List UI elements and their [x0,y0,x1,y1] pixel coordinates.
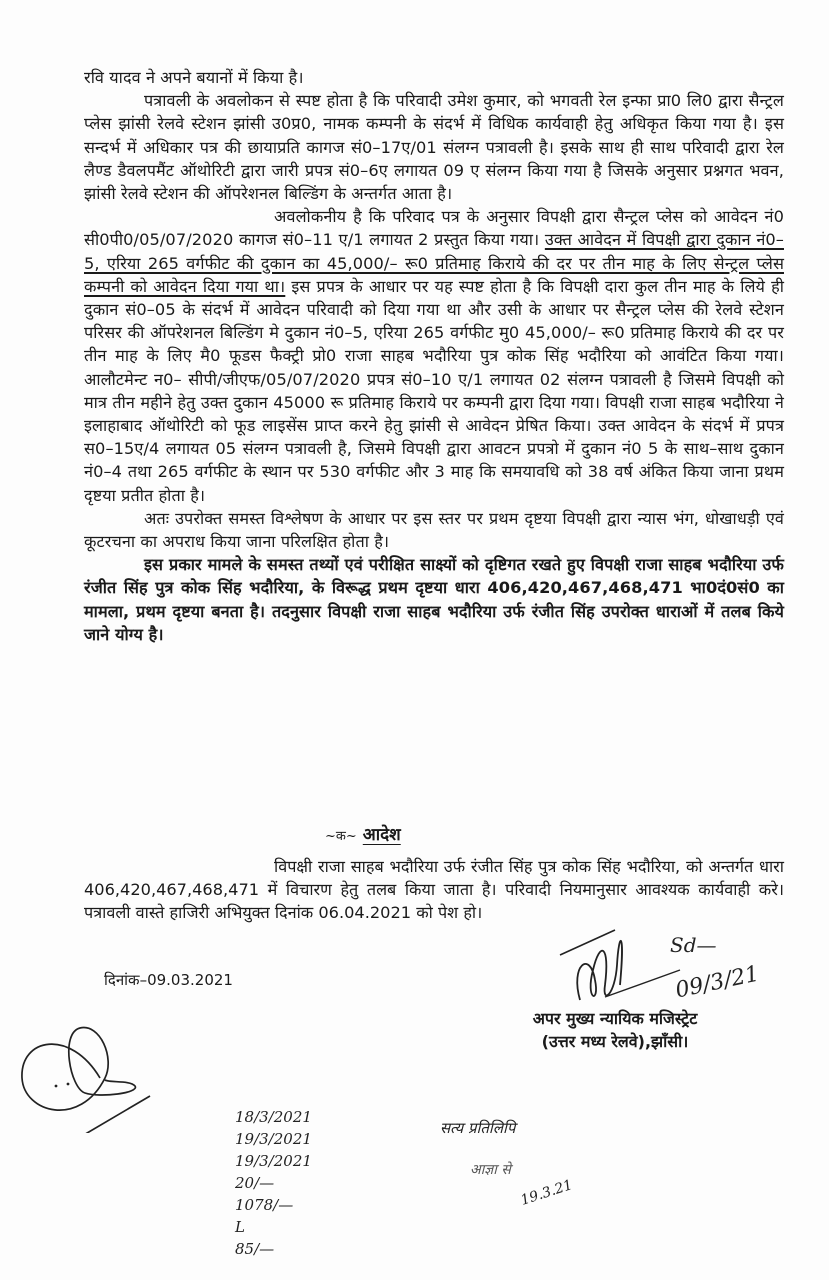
paragraph-conclusion: अतः उपरोक्त समस्त विश्लेषण के आधार पर इस स्तर पर प्रथम दृष्टया विपक्षी द्वारा न्यास भंग, धोखाधड़ी एवं कूटरचना का अपराध किया जाना परिलक्षित होता है। [84,508,784,552]
handwritten-date: 19/3/2021 [235,1152,312,1170]
paragraph-application [84,205,784,507]
handwritten-date: 20/— [235,1174,275,1192]
signed-date: 09/3/21 [673,961,762,1004]
underlined-passage: उक्त आवेदन में विपक्षी द्वारा दुकान नं0–5, एरिया 265 वर्गफीट की दुकान का 45,000/– रू0 प्रतिमाह किराये की दर पर तीन माह के लिए सेन्ट्रल प्लेस कम्पनी को आवेदन दिया गया था। [84,230,784,296]
handwritten-date: L [235,1218,245,1236]
sd-note: Sd— [670,933,717,957]
order-heading-title: आदेश [362,825,401,845]
by-order-date: 19.3.21 [518,1177,575,1209]
by-order-stamp: आज्ञा से [470,1162,511,1178]
handwritten-date: 18/3/2021 [235,1108,312,1126]
paragraph-application-before: अवलोकनीय है कि परिवाद पत्र के अनुसार विपक्षी द्वारा सैन्ट्रल प्लेस को आवेदन नं0 सी0पी0/05/07/2020 कागज सं0–11 ए/1 लगायत 2 प्रस्तुत किया गया। [84,207,784,250]
order-paragraph: विपक्षी राजा साहब भदौरिया उर्फ रंजीत सिंह पुत्र कोक सिंह भदौरिया, को अन्तर्गत धारा 406,420,467,468,471 में विचारण हेतु तलब किया जाता है। परिवादी नियमानुसार आवश्यक कार्यवाही करे। पत्रावली वास्ते हाजिरी अभियुक्त दिनांक 06.04.2021 को पेश हो। [84,857,784,923]
paragraph-continuation: रवि यादव ने अपने बयानों में किया है। [84,68,304,87]
designation-title: अपर मुख्य न्यायिक मजिस्ट्रेट [532,1009,698,1028]
designation-block [480,1007,750,1053]
margin-initials-icon [10,1018,155,1133]
body-text-block [84,66,784,646]
magistrate-signature-icon [555,925,685,1005]
handwritten-date: 85/— [235,1240,275,1258]
paragraph-application-after: इस प्रपत्र के आधार पर यह स्पष्ट होता है कि विपक्षी दारा कुल तीन माह के लिये ही दुकान सं0–05 के संदर्भ में आवेदन परिवादी को दिया गया था और उसी के आधार पर सैन्ट्रल प्लेस की रेलवे स्टेशन परिसर की ऑपरेशनल बिल्डिंग मे दुकान नं0–5, एरिया 265 वर्गफीट मु0 45,000/– रू0 प्रतिमाह किराये की दर पर तीन माह के लिए मै0 फूडस फैक्ट्री प्रो0 राजा साहब भदौरिया पुत्र कोक सिंह भदौरिया को आवंटित किया गया। आलौटमेन्ट न0– सीपी/जीएफ/05/07/2020 प्रपत्र सं0–10 ए/1 लगायत 02 संलग्न पत्रावली है जिसमे विपक्षी को मात्र तीन महीने हेतु उक्त दुकान 45000 रू प्रतिमाह किराये पर कम्पनी द्वारा दिया गया। विपक्षी राजा साहब भदौरिया ने इलाहाबाद ऑथोरिटी को फूड लाइसेंस प्राप्त करने हेतु झांसी से आवेदन प्रेषित किया। उक्त आवेदन के संदर्भ में प्रपत्र स0–15ए/4 लगायत 05 संलग्न पत्रावली है, जिसमे विपक्षी द्वारा आवटन प्रपत्रो में दुकान नं0 5 के साथ–साथ दुकान नं0–4 तथा 265 वर्गफीट के स्थान पर 530 वर्गफीट और 3 माह कि समयावधि को 38 वर्ष अंकित किया जाना प्रथम दृष्टया प्रतीत होता है। [84,276,784,505]
handwritten-dates-list [235,1106,312,1260]
paragraph-finding: इस प्रकार मामले के समस्त तथ्यों एवं परीक्षित साक्ष्यों को दृष्टिगत रखते हुए विपक्षी राजा साहब भदौरिया उर्फ रंजीत सिंह पुत्र कोक सिंह भदौरिया, के विरूद्ध प्रथम दृष्टया धारा 406,420,467,468,471 भा0दं0सं0 का मामला, प्रथम दृष्टया बनता है। तदनुसार विपक्षी राजा साहब भदौरिया उर्फ रंजीत सिंह उपरोक्त धाराओं में तलब किये जाने योग्य है। [84,555,784,644]
order-date: दिनांक–09.03.2021 [104,971,233,989]
designation-court: (उत्तर मध्य रेलवे),झाँसी। [541,1032,689,1051]
handwritten-date: 1078/— [235,1196,294,1214]
heading-scribble: ~क~ [325,829,357,844]
order-text-block [84,855,784,925]
order-heading [325,822,401,845]
true-copy-note: सत्य प्रतिलिपि [440,1119,516,1137]
handwritten-date: 19/3/2021 [235,1130,312,1148]
paragraph-authorization: पत्रावली के अवलोकन से स्पष्ट होता है कि परिवादी उमेश कुमार, को भगवती रेल इन्फा प्रा0 लि0 द्वारा सैन्ट्रल प्लेस झांसी रेलवे स्टेशन झांसी उ0प्र0, नामक कम्पनी के संदर्भ में विधिक कार्यवाही हेतु अधिकृत किया गया है। इस सन्दर्भ में अधिकार पत्र की छायाप्रति कागज सं0–17ए/01 संलग्न पत्रावली है। इसके साथ ही साथ परिवादी द्वारा रेल लैण्ड डैवलपमैंट ऑथोरिटी द्वारा जारी प्रपत्र सं0–6ए लगायत 09 ए संलग्न किया गया है जिसके अनुसार प्रश्नगत भवन, झांसी रेलवे स्टेशन की ऑपरेशनल बिल्डिंग के अन्तर्गत आता है। [84,91,784,204]
